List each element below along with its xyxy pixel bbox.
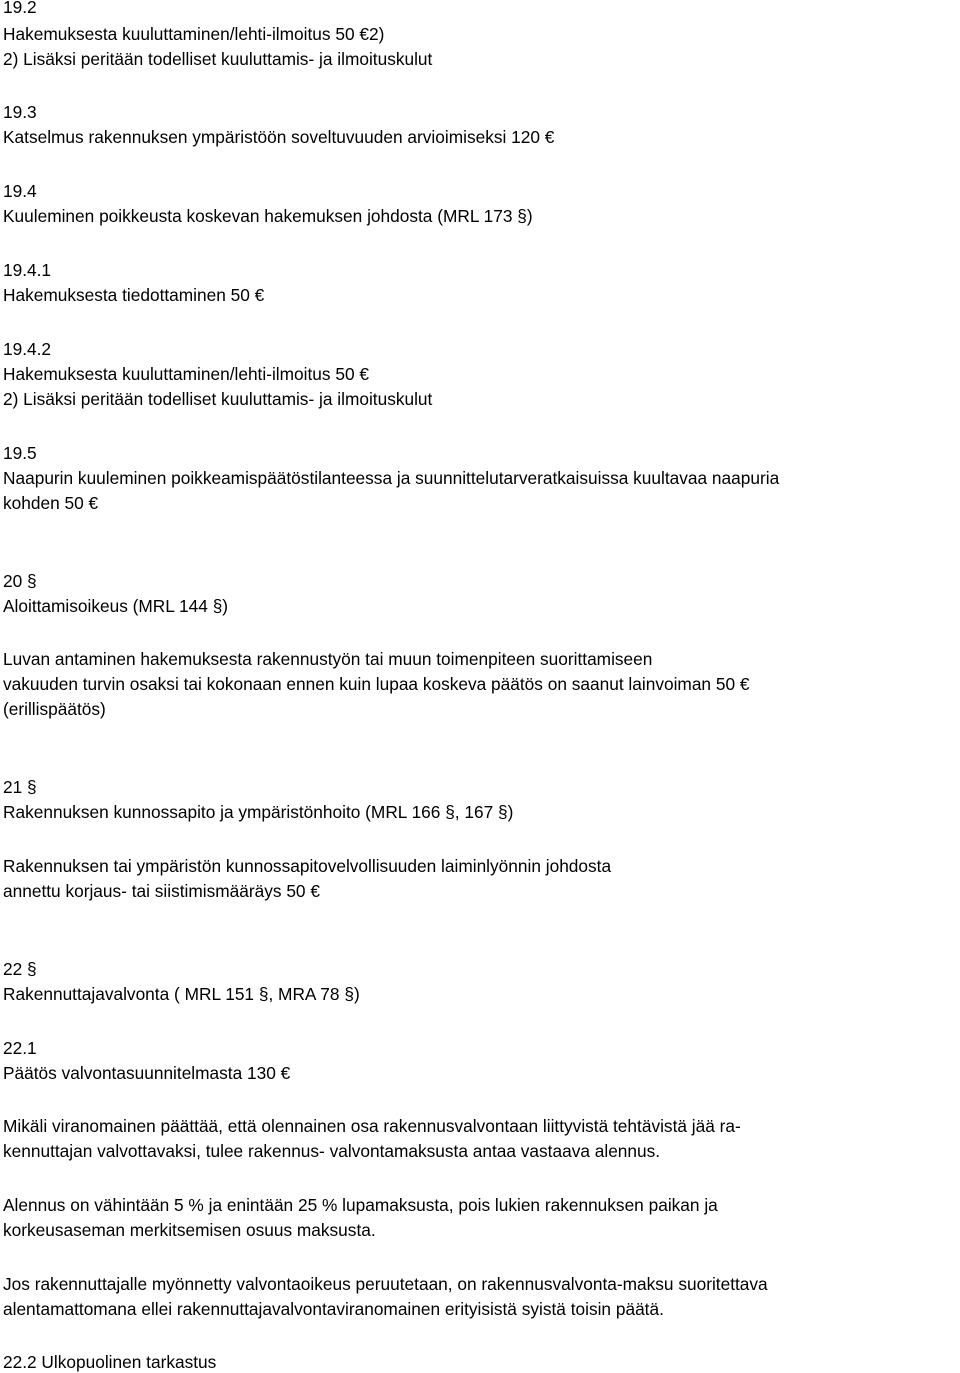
- section-number-19-4-1: 19.4.1: [3, 260, 52, 280]
- text-line: Aloittamisoikeus (MRL 144 §): [3, 596, 229, 616]
- section-number-19-5: 19.5: [3, 443, 37, 463]
- text-line: Naapurin kuuleminen poikkeamispäätöstilanteessa ja suunnittelutarveratkaisuissa kuultavaa naapuria: [3, 468, 780, 488]
- section-number-22-1: 22.1: [3, 1038, 37, 1058]
- text-line: Rakennuttajavalvonta ( MRL 151 §, MRA 78 §): [3, 984, 360, 1004]
- section-number-19-4-2: 19.4.2: [3, 339, 52, 359]
- text-line: Alennus on vähintään 5 % ja enintään 25 % lupamaksusta, pois lukien rakennuksen paikan ja: [3, 1195, 718, 1215]
- text-line: annettu korjaus- tai siistimismääräys 50 €: [3, 881, 320, 901]
- text-line: Katselmus rakennuksen ympäristöön soveltuvuuden arvioimiseksi 120 €: [3, 127, 555, 147]
- section-heading-22-2: 22.2 Ulkopuolinen tarkastus: [3, 1352, 217, 1372]
- text-line: 2) Lisäksi peritään todelliset kuuluttamis- ja ilmoituskulut: [3, 389, 433, 409]
- text-line: Luvan antaminen hakemuksesta rakennustyön tai muun toimenpiteen suorittamiseen: [3, 649, 653, 669]
- text-line: Hakemuksesta tiedottaminen 50 €: [3, 285, 265, 305]
- section-number-19-2: 19.2: [3, 0, 37, 17]
- text-line: Päätös valvontasuunnitelmasta 130 €: [3, 1063, 291, 1083]
- text-line: Rakennuksen tai ympäristön kunnossapitovelvollisuuden laiminlyönnin johdosta: [3, 856, 612, 876]
- text-line: Hakemuksesta kuuluttaminen/lehti-ilmoitus 50 €: [3, 364, 369, 384]
- text-line: Kuuleminen poikkeusta koskevan hakemuksen johdosta (MRL 173 §): [3, 206, 533, 226]
- text-line: korkeusaseman merkitsemisen osuus maksusta.: [3, 1220, 376, 1240]
- section-number-19-4: 19.4: [3, 181, 37, 201]
- text-line: Jos rakennuttajalle myönnetty valvontaoikeus peruutetaan, on rakennusvalvonta-maksu suoritettava: [3, 1274, 768, 1294]
- text-line: kohden 50 €: [3, 493, 99, 513]
- text-line: Rakennuksen kunnossapito ja ympäristönhoito (MRL 166 §, 167 §): [3, 802, 514, 822]
- text-line: Hakemuksesta kuuluttaminen/lehti-ilmoitus 50 €2): [3, 24, 385, 44]
- text-line: kennuttajan valvottavaksi, tulee rakennus- valvontamaksusta antaa vastaava alennus.: [3, 1141, 661, 1161]
- section-heading-22: 22 §: [3, 959, 37, 979]
- section-heading-21: 21 §: [3, 777, 37, 797]
- text-line: 2) Lisäksi peritään todelliset kuuluttamis- ja ilmoituskulut: [3, 49, 433, 69]
- text-line: vakuuden turvin osaksi tai kokonaan ennen kuin lupaa koskeva päätös on saanut lainvoiman 50 €: [3, 674, 750, 694]
- text-line: (erillispäätös): [3, 699, 106, 719]
- text-line: alentamattomana ellei rakennuttajavalvontaviranomainen erityisistä syistä toisin päätä.: [3, 1299, 664, 1319]
- text-line: Mikäli viranomainen päättää, että olennainen osa rakennusvalvontaan liittyvistä tehtävistä jää ra-: [3, 1116, 741, 1136]
- section-number-19-3: 19.3: [3, 102, 37, 122]
- section-heading-20: 20 §: [3, 571, 37, 591]
